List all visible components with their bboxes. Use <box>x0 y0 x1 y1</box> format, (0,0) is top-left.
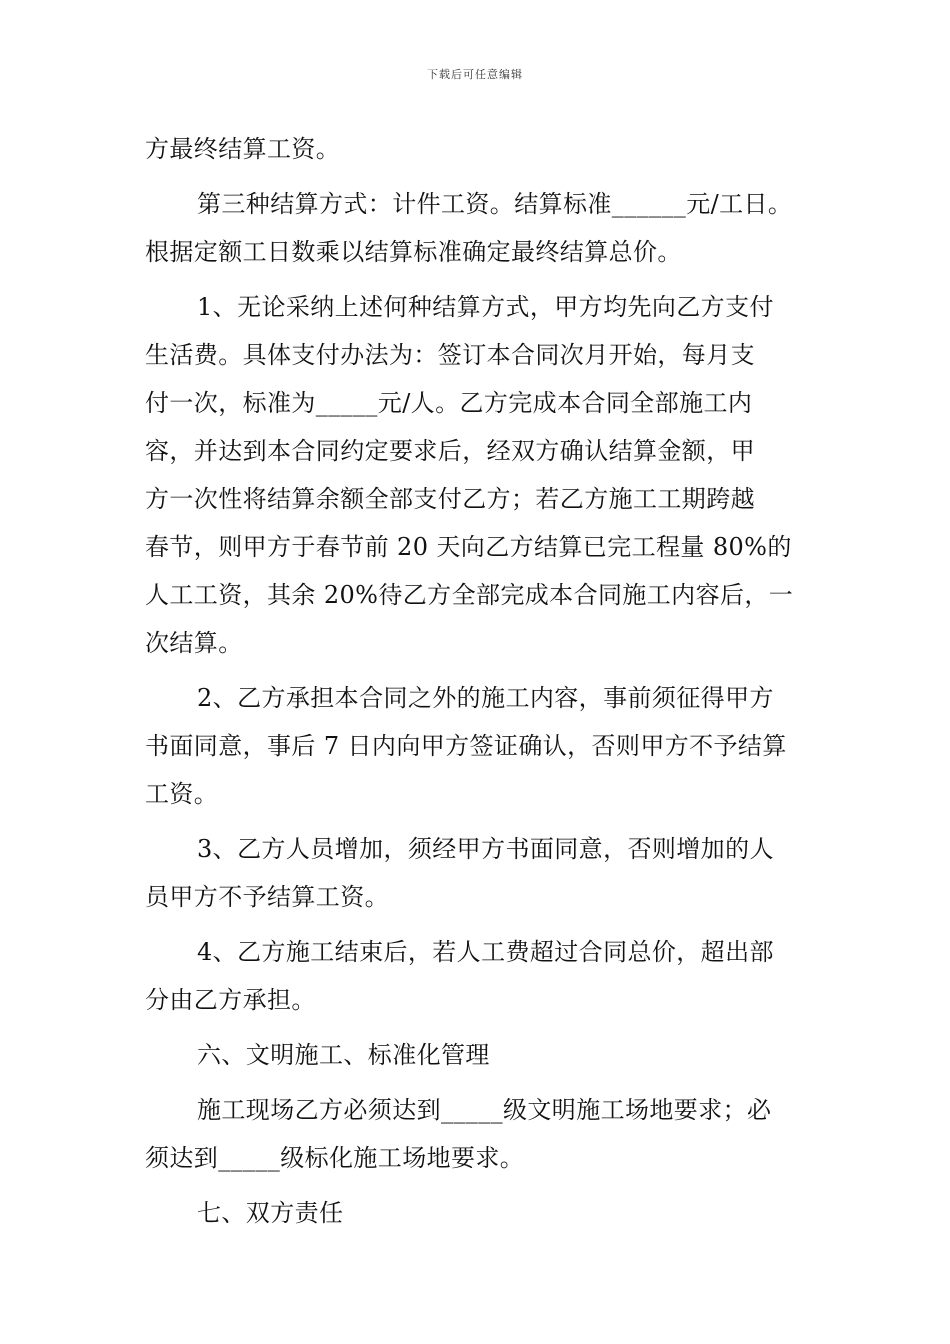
text-line: 容，并达到本合同约定要求后，经双方确认结算金额，甲 <box>145 437 755 465</box>
text-line: 书面同意，事后 7 日内向甲方签证确认，否则甲方不予结算 <box>145 732 787 760</box>
text-line: 人工工资，其余 20%待乙方全部完成本合同施工内容后，一 <box>145 581 794 609</box>
page-header: 下载后可任意编辑 <box>427 68 523 81</box>
text-line: 方一次性将结算余额全部支付乙方；若乙方施工工期跨越 <box>145 485 755 513</box>
text-line: 春节，则甲方于春节前 20 天向乙方结算已完工程量 80%的 <box>145 533 792 561</box>
document-body <box>145 125 810 1237</box>
text-line: 员甲方不予结算工资。 <box>145 883 389 911</box>
text-line: 第三种结算方式：计件工资。结算标准______元/工日。 <box>197 190 793 218</box>
text-line: 4、乙方施工结束后，若人工费超过合同总价，超出部 <box>197 938 774 966</box>
text-line: 施工现场乙方必须达到_____级文明施工场地要求；必 <box>197 1096 772 1124</box>
text-line: 3、乙方人员增加，须经甲方书面同意，否则增加的人 <box>197 835 774 863</box>
section-heading: 七、双方责任 <box>197 1199 344 1227</box>
text-line: 1、无论采纳上述何种结算方式，甲方均先向乙方支付 <box>197 293 774 321</box>
text-line: 付一次，标准为_____元/人。乙方完成本合同全部施工内 <box>145 389 753 417</box>
text-line: 工资。 <box>145 780 219 808</box>
text-line: 根据定额工日数乘以结算标准确定最终结算总价。 <box>145 238 682 266</box>
text-line: 2、乙方承担本合同之外的施工内容，事前须征得甲方 <box>197 684 774 712</box>
text-line: 次结算。 <box>145 629 243 657</box>
text-line: 分由乙方承担。 <box>145 986 316 1014</box>
text-line: 生活费。具体支付办法为：签订本合同次月开始，每月支 <box>145 341 755 369</box>
section-heading: 六、文明施工、标准化管理 <box>197 1041 490 1069</box>
text-line: 须达到_____级标化施工场地要求。 <box>145 1144 525 1172</box>
text-line: 方最终结算工资。 <box>145 135 341 163</box>
